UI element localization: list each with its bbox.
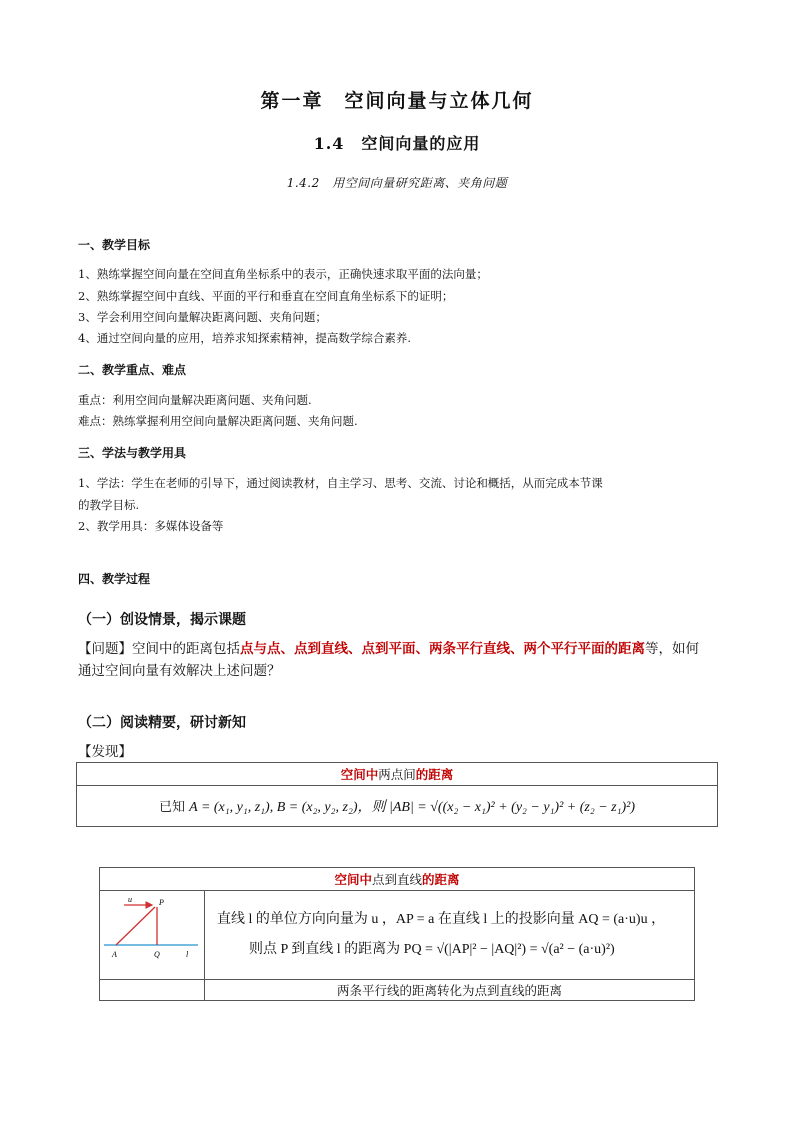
table1-header [77,763,718,786]
table2-line2: 则点 P 到直线 l 的距离为 PQ = √(|AP|² − |AQ|²) = √(a² − (a·u)²) [249,942,615,957]
chapter-title: 第一章 空间向量与立体几何 [260,90,534,112]
table2-title-mid: 点到直线 [371,872,422,887]
table1-title-post: 的距离 [415,767,454,782]
point-line-distance-table [99,867,695,1001]
goal-item: 4、通过空间向量的应用，培养求知探索精神，提高数学综合素养. [78,331,411,345]
question-line2: 通过空间向量有效解决上述问题？ [78,663,281,679]
goal-item: 1、熟练掌握空间向量在空间直角坐标系中的表示，正确快速求取平面的法向量； [78,267,488,281]
keypoints-title: 二、教学重点、难点 [78,363,187,377]
table2-footer-empty [100,980,205,1001]
question-paragraph [78,638,728,682]
methods-line: 2、教学用具：多媒体设备等 [78,519,224,533]
table2-text-cell [205,891,695,980]
methods-line: 1、学法：学生在老师的引导下，通过阅读教材，自主学习、思考、交流、讨论和概括，从而完成本节课 [78,476,603,490]
question-label: 【问题】 [78,641,132,657]
goals-title: 一、教学目标 [78,238,151,252]
table1-formula: A = (x₁, y₁, z₁), B = (x₂, y₂, z₂)，则 |AB| = √((x₂ − x₁)² + (y₂ − y₁)² + (z₂ − z₁)²) [189,800,636,815]
question-text: 空间中的距离包括 [132,641,240,657]
label-a: A [112,950,117,959]
methods-line: 的教学目标. [78,498,140,512]
goal-item: 2、熟练掌握空间中直线、平面的平行和垂直在空间直角坐标系下的证明； [78,289,454,303]
methods-title: 三、学法与教学用具 [78,446,187,460]
table1-formula-prefix: 已知 [158,800,185,815]
part2-title: （二）阅读精要，研讨新知 [78,715,246,731]
label-p: P [159,898,164,907]
table1-formula-cell [77,786,718,827]
table2-title-pre: 空间中 [334,872,372,887]
section-title: 1.4 空间向量的应用 [313,134,481,153]
label-u: u [128,895,132,904]
label-q: Q [154,950,160,959]
segment-ap [116,907,155,945]
table2-diagram-cell [100,891,205,980]
part1-title: （一）创设情景，揭示课题 [78,612,246,628]
table1-title-mid: 两点间 [378,767,416,782]
keypoint-item: 重点：利用空间向量解决距离问题、夹角问题. [78,393,312,407]
table2-header [100,868,695,891]
process-title: 四、教学过程 [78,572,151,586]
two-point-distance-table [76,762,718,827]
keypoint-item: 难点：熟练掌握利用空间向量解决距离问题、夹角问题. [78,414,358,428]
point-line-diagram [100,891,204,975]
table1-title-pre: 空间中 [340,767,379,782]
label-l: l [186,950,189,959]
table2-line1: 直线 l 的单位方向向量为 u ，AP = a 在直线 l 上的投影向量 AQ = (a·u)u ， [217,912,666,927]
table2-title-post: 的距离 [422,872,460,887]
goal-item: 3、学会利用空间向量解决距离问题、夹角问题； [78,310,327,324]
discover-label: 【发现】 [78,744,132,760]
question-text-post: 等，如何 [645,641,699,657]
table2-footer: 两条平行线的距离转化为点到直线的距离 [205,980,695,1001]
question-highlight: 点与点、点到直线、点到平面、两条平行直线、两个平行平面的距离 [240,641,645,657]
subsection-title: 1.4.2 用空间向量研究距离、夹角问题 [286,176,508,190]
